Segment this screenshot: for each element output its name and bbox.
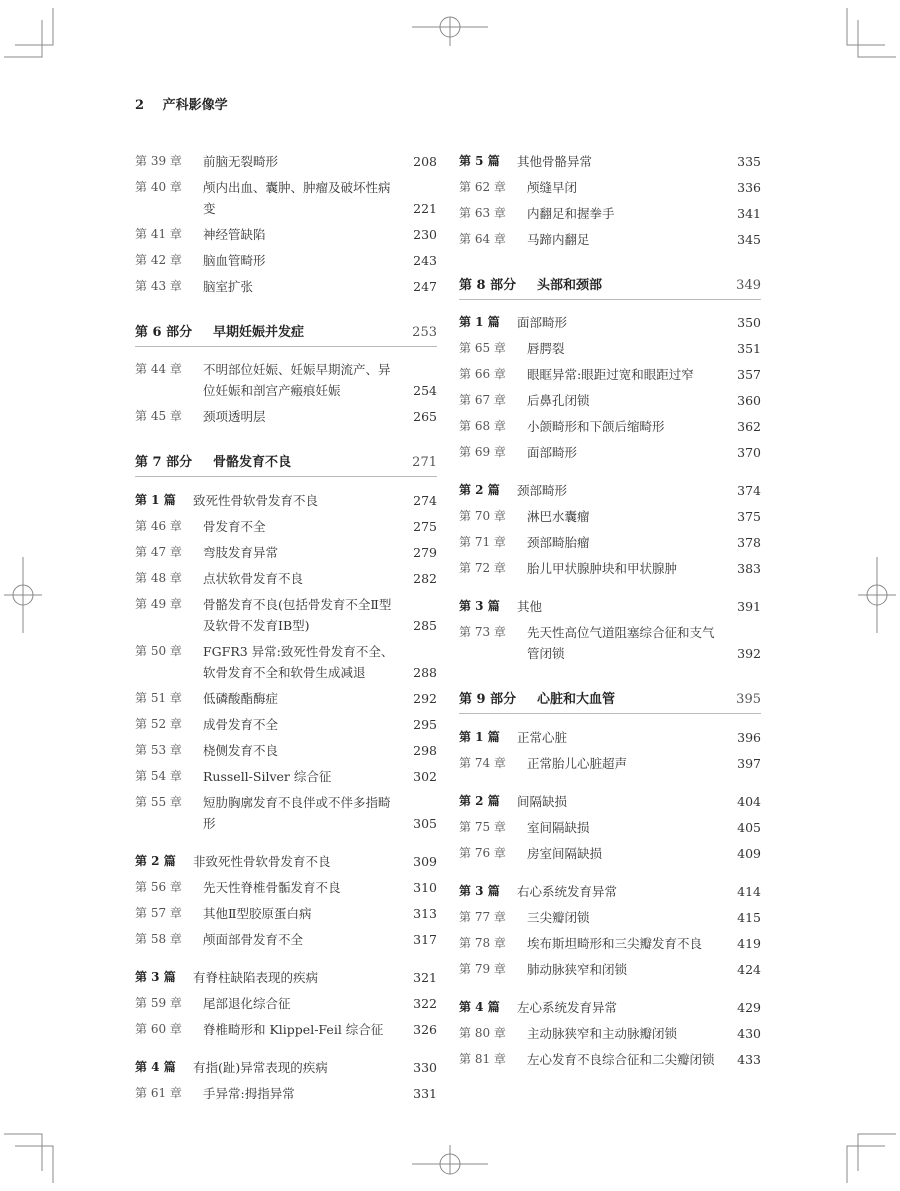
toc-entry-label: 第 77 章	[459, 909, 506, 924]
toc-entry-page: 279	[413, 544, 437, 560]
toc-entry-label: 第 4 篇	[459, 999, 500, 1014]
registration-mark-top	[412, 17, 488, 46]
toc-entry-label: 第 64 章	[459, 231, 506, 246]
toc-entry-page: 310	[413, 879, 437, 895]
toc-entry-label: 第 7 部分	[135, 455, 193, 470]
toc-entry-title: 埃布斯坦畸形和三尖瓣发育不良	[527, 935, 703, 951]
toc-entry-page: 374	[737, 483, 761, 498]
toc-entry-title: 内翻足和握拳手	[527, 205, 615, 221]
toc-entry-page: 391	[737, 599, 761, 614]
toc-entry-label: 第 54 章	[135, 768, 182, 783]
toc-entry-label: 第 58 章	[135, 931, 182, 946]
toc-entry-page: 274	[413, 492, 437, 508]
toc-entry-page: 362	[737, 419, 761, 434]
toc-entry-title: 头部和颈部	[537, 277, 603, 293]
toc-entry-page: 357	[737, 367, 761, 382]
toc-chapter-entry[interactable]	[135, 565, 437, 591]
toc-entry-page: 375	[737, 509, 761, 524]
toc-entry-label: 第 59 章	[135, 995, 182, 1010]
toc-entry-label: 第 1 篇	[459, 315, 500, 329]
toc-entry-page: 317	[413, 931, 437, 947]
toc-entry-page: 419	[737, 935, 761, 951]
toc-entry-label: 第 1 篇	[135, 492, 176, 507]
toc-entry-label: 第 74 章	[459, 755, 506, 770]
toc-chapter-entry[interactable]	[459, 556, 761, 582]
toc-entry-label: 第 69 章	[459, 445, 506, 459]
toc-entry-page: 208	[413, 153, 437, 169]
toc-entry-page: 349	[736, 277, 761, 293]
toc-entry-label: 第 2 篇	[459, 483, 500, 497]
toc-entry-page: 243	[413, 252, 437, 268]
toc-entry-title: 先天性脊椎骨骺发育不良	[203, 879, 341, 895]
toc-entry-page: 336	[737, 179, 761, 195]
toc-entry-label: 第 71 章	[459, 535, 506, 549]
toc-entry-title: 颅内出血、囊肿、肿瘤及破坏性病变	[203, 179, 391, 216]
toc-entry-page: 265	[413, 409, 437, 424]
toc-section-entry[interactable]	[459, 594, 761, 620]
corner-crop-mark-bottom-left	[4, 1134, 53, 1183]
toc-entry-title: FGFR3 异常:致死性骨发育不全、软骨发育不全和软骨生成减退	[203, 643, 394, 680]
toc-entry-page: 253	[412, 324, 437, 340]
toc-entry-title: 正常心脏	[517, 729, 568, 745]
toc-chapter-entry[interactable]	[135, 404, 437, 430]
toc-entry-page: 378	[737, 535, 761, 550]
toc-entry-page: 397	[737, 755, 761, 771]
toc-entry-label: 第 75 章	[459, 819, 506, 834]
toc-chapter-entry[interactable]	[459, 200, 761, 226]
toc-entry-page: 322	[413, 995, 437, 1011]
toc-entry-label: 第 40 章	[135, 179, 182, 194]
toc-entry-page: 275	[413, 518, 437, 534]
toc-entry-title: 骨骼发育不良(包括骨发育不全Ⅱ型及软骨不发育ⅠB型)	[203, 596, 392, 633]
toc-chapter-entry[interactable]	[135, 1080, 437, 1106]
registration-mark-left	[4, 557, 42, 633]
toc-entry-label: 第 78 章	[459, 935, 506, 950]
toc-entry-title: 弯肢发育异常	[203, 544, 279, 560]
toc-entry-label: 第 79 章	[459, 961, 506, 976]
toc-entry-page: 302	[413, 768, 437, 784]
toc-entry-page: 396	[737, 729, 761, 745]
toc-entry-title: 颅缝早闭	[527, 179, 578, 195]
toc-section-entry[interactable]	[459, 148, 761, 174]
toc-section-entry[interactable]	[135, 1054, 437, 1080]
toc-entry-title: 神经管缺陷	[203, 226, 266, 242]
toc-entry-title: 室间隔缺损	[527, 819, 590, 835]
toc-entry-title: 骨骼发育不良	[213, 455, 292, 470]
toc-entry-label: 第 80 章	[459, 1025, 506, 1040]
toc-entry-title: 手异常:拇指异常	[203, 1085, 295, 1101]
toc-entry-page: 321	[413, 969, 437, 985]
toc-entry-page: 330	[413, 1059, 437, 1075]
toc-entry-page: 285	[413, 617, 437, 633]
toc-entry-page: 404	[737, 793, 761, 809]
toc-chapter-entry[interactable]	[459, 1020, 761, 1046]
toc-chapter-entry[interactable]	[135, 900, 437, 926]
page-number: 2	[135, 98, 145, 113]
toc-entry-page: 305	[413, 815, 437, 831]
toc-entry-title: 尾部退化综合征	[203, 995, 291, 1011]
toc-entry-page: 414	[737, 883, 761, 899]
toc-chapter-entry[interactable]	[459, 530, 761, 556]
toc-entry-title: 桡侧发育不良	[203, 742, 279, 758]
toc-entry-page: 430	[737, 1025, 761, 1041]
toc-section-entry[interactable]	[459, 478, 761, 504]
toc-entry-title: 左心系统发育异常	[517, 999, 618, 1015]
toc-entry-page: 295	[413, 716, 437, 732]
toc-entry-label: 第 48 章	[135, 570, 182, 585]
toc-entry-label: 第 46 章	[135, 518, 182, 533]
toc-entry-title: 低磷酸酯酶症	[203, 690, 279, 706]
toc-entry-title: 颈项透明层	[203, 409, 266, 424]
toc-entry-label: 第 47 章	[135, 544, 182, 559]
toc-section-entry[interactable]	[135, 964, 437, 990]
toc-entry-title: 成骨发育不全	[203, 716, 279, 732]
toc-chapter-entry[interactable]	[459, 904, 761, 930]
toc-part-entry[interactable]	[459, 272, 761, 300]
toc-entry-title: 左心发育不良综合征和二尖瓣闭锁	[527, 1051, 715, 1067]
toc-right-column	[459, 148, 761, 1072]
toc-entry-page: 415	[737, 909, 761, 925]
toc-entry-title: 三尖瓣闭锁	[527, 909, 590, 925]
toc-entry-label: 第 68 章	[459, 419, 506, 433]
running-header	[135, 94, 228, 113]
toc-chapter-entry[interactable]	[135, 273, 437, 299]
toc-entry-label: 第 2 篇	[135, 853, 176, 868]
toc-chapter-entry[interactable]	[135, 638, 437, 685]
toc-entry-page: 433	[737, 1051, 761, 1067]
toc-chapter-entry[interactable]	[459, 620, 761, 667]
toc-entry-label: 第 50 章	[135, 643, 182, 658]
toc-entry-label: 第 81 章	[459, 1051, 506, 1066]
toc-entry-title: 眼眶异常:眼距过宽和眼距过窄	[527, 367, 694, 382]
toc-entry-label: 第 6 部分	[135, 324, 193, 340]
toc-entry-label: 第 65 章	[459, 341, 506, 355]
toc-entry-page: 395	[736, 692, 761, 707]
toc-entry-title: 心脏和大血管	[537, 692, 616, 707]
toc-entry-page: 271	[412, 455, 437, 470]
toc-entry-title: 后鼻孔闭锁	[527, 393, 590, 408]
corner-crop-mark-bottom-right	[847, 1134, 896, 1183]
toc-section-entry[interactable]	[459, 310, 761, 336]
toc-part-entry[interactable]	[135, 450, 437, 478]
toc-chapter-entry[interactable]	[459, 1046, 761, 1072]
toc-chapter-entry[interactable]	[135, 539, 437, 565]
toc-entry-title: 淋巴水囊瘤	[527, 509, 590, 524]
toc-entry-title: 马蹄内翻足	[527, 231, 590, 247]
toc-section-entry[interactable]	[135, 487, 437, 513]
toc-chapter-entry[interactable]	[135, 148, 437, 174]
toc-entry-title: Russell-Silver 综合征	[203, 768, 332, 784]
toc-part-entry[interactable]	[135, 319, 437, 347]
toc-entry-title: 致死性骨软骨发育不良	[193, 492, 319, 508]
toc-entry-label: 第 49 章	[135, 596, 182, 611]
toc-entry-label: 第 3 篇	[459, 599, 500, 613]
toc-entry-page: 350	[737, 315, 761, 330]
toc-entry-label: 第 3 篇	[459, 883, 500, 898]
toc-entry-label: 第 2 篇	[459, 793, 500, 808]
toc-entry-title: 间隔缺损	[517, 793, 568, 809]
toc-entry-label: 第 53 章	[135, 742, 182, 757]
toc-chapter-entry[interactable]	[459, 414, 761, 440]
toc-entry-label: 第 73 章	[459, 625, 506, 639]
toc-entry-title: 主动脉狭窄和主动脉瓣闭锁	[527, 1025, 678, 1041]
toc-entry-title: 面部畸形	[527, 445, 578, 460]
toc-entry-label: 第 62 章	[459, 179, 506, 194]
toc-chapter-entry[interactable]	[459, 362, 761, 388]
toc-section-entry[interactable]	[135, 848, 437, 874]
toc-entry-label: 第 9 部分	[459, 692, 517, 707]
toc-entry-title: 其他	[517, 599, 543, 614]
toc-entry-title: 脊椎畸形和 Klippel-Feil 综合征	[203, 1021, 384, 1037]
toc-section-entry[interactable]	[459, 724, 761, 750]
toc-chapter-entry[interactable]	[459, 814, 761, 840]
toc-entry-label: 第 63 章	[459, 205, 506, 220]
toc-entry-page: 335	[737, 153, 761, 169]
toc-entry-label: 第 56 章	[135, 879, 182, 894]
registration-mark-right	[858, 557, 896, 633]
toc-chapter-entry[interactable]	[459, 930, 761, 956]
toc-left-column	[135, 148, 437, 1106]
toc-entry-title: 短肋胸廓发育不良伴或不伴多指畸形	[203, 794, 391, 831]
toc-entry-page: 326	[413, 1021, 437, 1037]
toc-entry-page: 313	[413, 905, 437, 921]
toc-chapter-entry[interactable]	[459, 956, 761, 982]
toc-entry-title: 唇腭裂	[527, 341, 565, 356]
toc-entry-label: 第 39 章	[135, 153, 182, 168]
toc-section-entry[interactable]	[459, 878, 761, 904]
toc-entry-title: 脑血管畸形	[203, 252, 266, 268]
toc-entry-label: 第 76 章	[459, 845, 506, 860]
toc-entry-page: 298	[413, 742, 437, 758]
toc-entry-label: 第 51 章	[135, 690, 182, 705]
toc-entry-label: 第 1 篇	[459, 729, 500, 744]
toc-entry-label: 第 66 章	[459, 367, 506, 381]
toc-entry-page: 360	[737, 393, 761, 408]
toc-entry-title: 脑室扩张	[203, 278, 254, 294]
toc-chapter-entry[interactable]	[135, 711, 437, 737]
toc-chapter-entry[interactable]	[135, 1016, 437, 1042]
toc-entry-title: 点状软骨发育不良	[203, 570, 304, 586]
toc-entry-label: 第 61 章	[135, 1085, 182, 1100]
toc-chapter-entry[interactable]	[135, 513, 437, 539]
toc-entry-title: 有脊柱缺陷表现的疾病	[193, 969, 319, 985]
toc-entry-page: 409	[737, 845, 761, 861]
toc-entry-page: 405	[737, 819, 761, 835]
toc-entry-label: 第 67 章	[459, 393, 506, 407]
corner-crop-mark-top-left	[4, 8, 53, 57]
toc-chapter-entry[interactable]	[135, 990, 437, 1016]
toc-entry-page: 292	[413, 690, 437, 706]
toc-entry-label: 第 42 章	[135, 252, 182, 267]
toc-chapter-entry[interactable]	[135, 591, 437, 638]
toc-chapter-entry[interactable]	[135, 174, 437, 221]
toc-entry-title: 房室间隔缺损	[527, 845, 603, 861]
toc-entry-label: 第 43 章	[135, 278, 182, 293]
toc-entry-label: 第 70 章	[459, 509, 506, 523]
toc-entry-page: 230	[413, 226, 437, 242]
toc-chapter-entry[interactable]	[459, 174, 761, 200]
toc-chapter-entry[interactable]	[135, 926, 437, 952]
toc-entry-label: 第 8 部分	[459, 277, 517, 293]
toc-chapter-entry[interactable]	[459, 504, 761, 530]
toc-entry-title: 骨发育不全	[203, 518, 266, 534]
toc-chapter-entry[interactable]	[459, 336, 761, 362]
toc-chapter-entry[interactable]	[459, 226, 761, 252]
toc-entry-title: 早期妊娠并发症	[213, 324, 305, 340]
toc-entry-title: 非致死性骨软骨发育不良	[193, 853, 331, 869]
toc-entry-page: 424	[737, 961, 761, 977]
toc-entry-page: 341	[737, 205, 761, 221]
toc-entry-title: 颈部畸胎瘤	[527, 535, 590, 550]
corner-crop-mark-top-right	[847, 8, 896, 57]
toc-chapter-entry[interactable]	[135, 221, 437, 247]
toc-chapter-entry[interactable]	[459, 750, 761, 776]
toc-entry-page: 254	[413, 383, 437, 398]
toc-section-entry[interactable]	[459, 994, 761, 1020]
toc-entry-label: 第 44 章	[135, 362, 182, 376]
book-title: 产科影像学	[162, 98, 228, 113]
toc-entry-title: 肺动脉狭窄和闭锁	[527, 961, 628, 977]
toc-entry-title: 先天性高位气道阻塞综合征和支气管闭锁	[527, 625, 715, 661]
toc-entry-page: 247	[413, 278, 437, 294]
toc-entry-title: 其他Ⅱ型胶原蛋白病	[203, 905, 312, 921]
toc-entry-title: 其他骨骼异常	[517, 153, 593, 169]
toc-entry-page: 383	[737, 561, 761, 576]
toc-chapter-entry[interactable]	[135, 247, 437, 273]
toc-chapter-entry[interactable]	[459, 440, 761, 466]
toc-entry-title: 颅面部骨发育不全	[203, 931, 304, 947]
toc-entry-page: 288	[413, 664, 437, 680]
toc-chapter-entry[interactable]	[459, 840, 761, 866]
toc-entry-page: 351	[737, 341, 761, 356]
toc-entry-label: 第 72 章	[459, 561, 506, 575]
toc-chapter-entry[interactable]	[135, 737, 437, 763]
toc-entry-page: 221	[413, 200, 437, 216]
toc-entry-title: 小颌畸形和下颌后缩畸形	[527, 419, 665, 434]
toc-entry-page: 331	[413, 1085, 437, 1101]
toc-chapter-entry[interactable]	[135, 763, 437, 789]
toc-entry-label: 第 55 章	[135, 794, 182, 809]
toc-entry-page: 309	[413, 853, 437, 869]
toc-entry-label: 第 5 篇	[459, 153, 500, 168]
toc-entry-page: 345	[737, 231, 761, 247]
toc-entry-page: 370	[737, 445, 761, 460]
toc-entry-page: 282	[413, 570, 437, 586]
toc-chapter-entry[interactable]	[135, 789, 437, 836]
toc-entry-page: 429	[737, 999, 761, 1015]
toc-entry-title: 颈部畸形	[517, 483, 568, 498]
toc-section-entry[interactable]	[459, 788, 761, 814]
toc-entry-label: 第 41 章	[135, 226, 182, 241]
toc-entry-label: 第 60 章	[135, 1021, 182, 1036]
toc-entry-label: 第 57 章	[135, 905, 182, 920]
toc-chapter-entry[interactable]	[135, 874, 437, 900]
toc-entry-title: 面部畸形	[517, 315, 568, 330]
toc-chapter-entry[interactable]	[459, 388, 761, 414]
toc-entry-title: 胎儿甲状腺肿块和甲状腺肿	[527, 561, 678, 576]
toc-entry-title: 正常胎儿心脏超声	[527, 755, 628, 771]
toc-chapter-entry[interactable]	[135, 685, 437, 711]
registration-mark-bottom	[412, 1145, 488, 1174]
toc-entry-title: 不明部位妊娠、妊娠早期流产、异位妊娠和剖宫产瘢痕妊娠	[203, 362, 391, 398]
toc-entry-title: 右心系统发育异常	[517, 883, 618, 899]
toc-entry-label: 第 52 章	[135, 716, 182, 731]
toc-entry-label: 第 4 篇	[135, 1059, 176, 1074]
toc-entry-label: 第 3 篇	[135, 969, 176, 984]
toc-entry-title: 有指(趾)异常表现的疾病	[193, 1059, 328, 1075]
toc-entry-title: 前脑无裂畸形	[203, 153, 279, 169]
toc-part-entry[interactable]	[459, 687, 761, 715]
toc-entry-label: 第 45 章	[135, 409, 182, 423]
toc-entry-page: 392	[737, 646, 761, 661]
toc-chapter-entry[interactable]	[135, 357, 437, 404]
